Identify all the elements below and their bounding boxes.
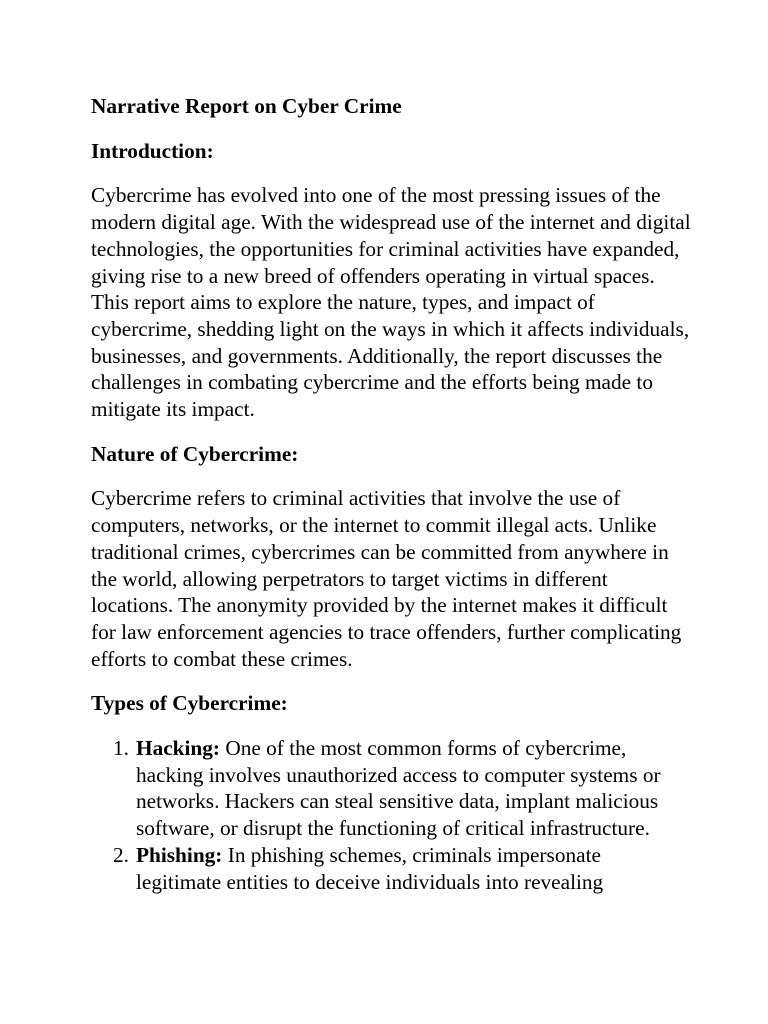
nature-heading: Nature of Cybercrime: bbox=[91, 441, 299, 466]
list-item-phishing bbox=[91, 842, 691, 895]
nature-paragraph: Cybercrime refers to criminal activities that involve the use of computers, networks, or the internet to commit illegal acts. Unlike traditional crimes, cybercrimes can be committed from anywhere in the world, allowing perpetrators to target victims in different locations. The anonymity provided by the internet makes it difficult for law enforcement agencies to trace offenders, further complicating efforts to combat these crimes. bbox=[91, 486, 682, 671]
introduction-heading: Introduction: bbox=[91, 138, 214, 163]
document-title: Narrative Report on Cyber Crime bbox=[91, 94, 402, 118]
list-item-number: 1. bbox=[113, 736, 129, 761]
list-item-text: One of the most common forms of cybercrime, hacking involves unauthorized access to computer systems or networks. Hackers can steal sensitive data, implant malicious software, or disrupt the functioning of critical infrastructure. bbox=[136, 736, 661, 841]
list-item-hacking bbox=[91, 735, 691, 842]
types-list bbox=[91, 735, 691, 895]
list-item-term: Hacking: bbox=[136, 736, 221, 761]
list-item-number: 2. bbox=[113, 842, 129, 867]
document-content bbox=[91, 93, 691, 895]
introduction-paragraph: Cybercrime has evolved into one of the most pressing issues of the modern digital age. With the widespread use of the internet and digital technologies, the opportunities for criminal activities have expanded, giving rise to a new breed of offenders operating in virtual spaces. This report aims to explore the nature, types, and impact of cybercrime, shedding light on the ways in which it affects individuals, businesses, and governments. Additionally, the report discusses the challenges in combating cybercrime and the efforts being made to mitigate its impact. bbox=[91, 183, 691, 422]
types-heading: Types of Cybercrime: bbox=[91, 691, 288, 716]
list-item-text: In phishing schemes, criminals impersonate legitimate entities to deceive individuals into revealing bbox=[136, 842, 604, 894]
list-item-term: Phishing: bbox=[136, 842, 223, 867]
